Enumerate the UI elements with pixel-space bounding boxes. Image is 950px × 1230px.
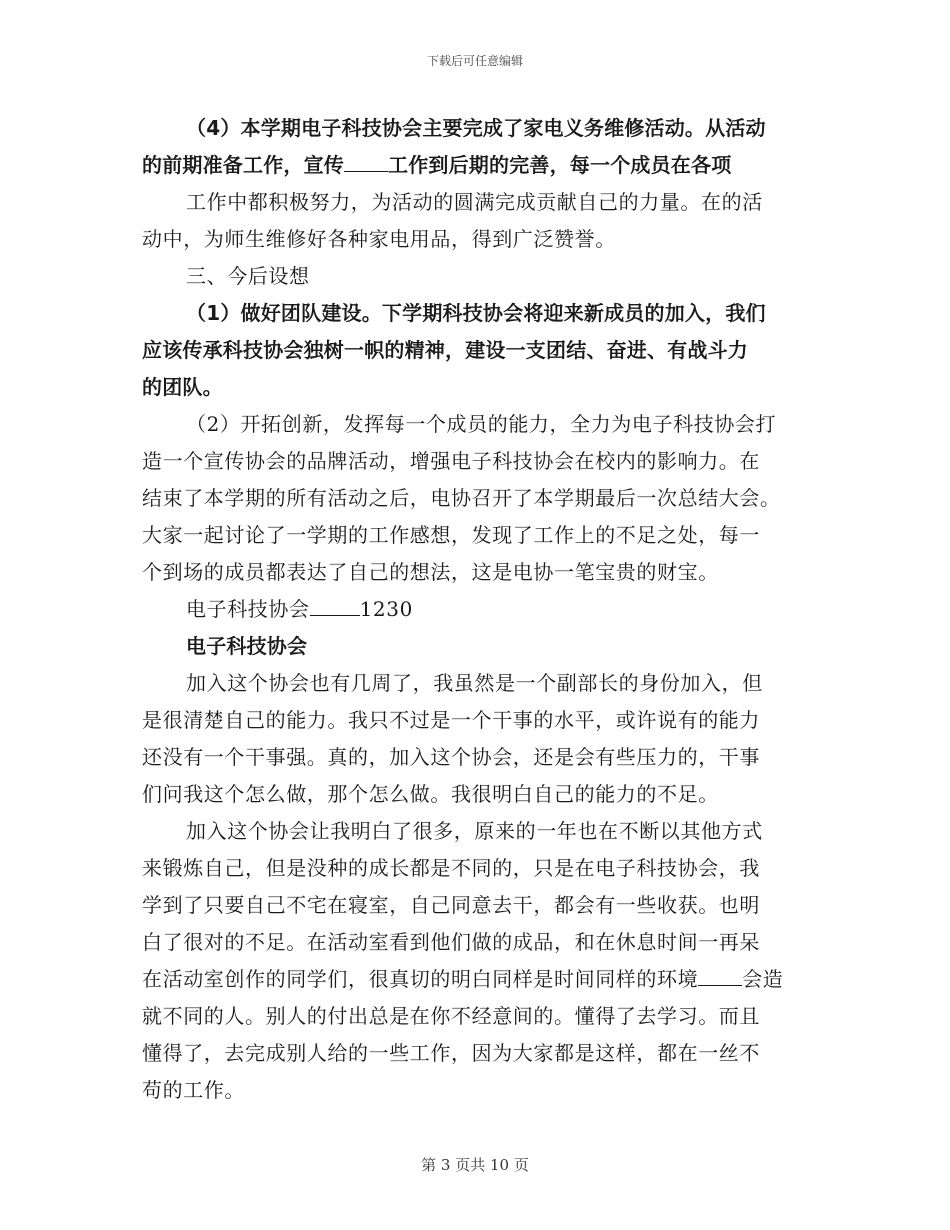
- paragraph-line: 加入这个协会让我明白了很多，原来的一年也在不断以其他方式: [186, 819, 763, 843]
- paragraph-line: （2）开拓创新，发挥每一个成员的能力，全力为电子科技协会打: [186, 412, 777, 436]
- document-body: [142, 110, 810, 1109]
- paragraph-line: 大家一起讨论了一学期的工作感想，发现了工作上的不足之处，每一: [142, 523, 760, 547]
- page-footer: 第 3 页共 10 页: [421, 1156, 529, 1174]
- paragraph-line: 来锻炼自己，但是没种的成长都是不同的，只是在电子科技协会，我: [142, 856, 760, 880]
- paragraph-line: 学到了只要自己不宅在寝室，自己同意去干，都会有一些收获。也明: [142, 893, 760, 917]
- paragraph-line: 是很清楚自己的能力。我只不过是一个干事的水平，或许说有的能力: [142, 708, 760, 732]
- paragraph-line: 造一个宣传协会的品牌活动，增强电子科技协会在校内的影响力。在: [142, 449, 760, 473]
- paragraph-line: 加入这个协会也有几周了，我虽然是一个副部长的身份加入，但: [186, 671, 763, 695]
- section-heading: 三、今后设想: [186, 264, 310, 288]
- fill-in-blank: [698, 963, 742, 986]
- paragraph-line: 的团队。: [142, 375, 223, 399]
- paragraph-line: （1）做好团队建设。下学期科技协会将迎来新成员的加入，我们: [186, 301, 766, 325]
- paragraph-line: 白了很对的不足。在活动室看到他们做的成品，和在休息时间一再呆: [142, 930, 760, 954]
- paragraph-line: 结束了本学期的所有活动之后，电协召开了本学期最后一次总结大会。: [142, 486, 781, 510]
- paragraph-line: （4）本学期电子科技协会主要完成了家电义务维修活动。从活动: [186, 116, 766, 140]
- paragraph-line: 就不同的人。别人的付出总是在你不经意间的。懂得了去学习。而且: [142, 1004, 760, 1028]
- paragraph-line: 苟的工作。: [142, 1078, 245, 1102]
- paragraph-line: 懂得了，去完成别人给的一些工作，因为大家都是这样，都在一丝不: [142, 1041, 760, 1065]
- paragraph-line: 电子科技协会 1230: [142, 591, 810, 628]
- fill-in-blank: [344, 149, 388, 172]
- paragraph-line: 个到场的成员都表达了自己的想法，这是电协一笔宝贵的财宝。: [142, 560, 719, 584]
- paragraph-line: 工作中都积极努力，为活动的圆满完成贡献自己的力量。在的活: [186, 190, 763, 214]
- paragraph-line: 们问我这个怎么做，那个怎么做。我很明白自己的能力的不足。: [142, 782, 719, 806]
- page-header: 下载后可任意编辑: [426, 54, 523, 68]
- document-title: 电子科技协会: [186, 634, 308, 658]
- paragraph-line: 在活动室创作的同学们，很真切的明白同样是时间同样的环境 会造: [142, 961, 810, 998]
- paragraph-line: 应该传承科技协会独树一帜的精神，建设一支团结、奋进、有战斗力: [142, 338, 748, 362]
- paragraph-line: 的前期准备工作，宣传 工作到后期的完善，每一个成员在各项: [142, 147, 810, 184]
- fill-in-blank: [310, 593, 360, 616]
- paragraph-line: 动中，为师生维修好各种家电用品，得到广泛赞誉。: [142, 227, 616, 251]
- paragraph-line: 还没有一个干事强。真的，加入这个协会，还是会有些压力的，干事: [142, 745, 760, 769]
